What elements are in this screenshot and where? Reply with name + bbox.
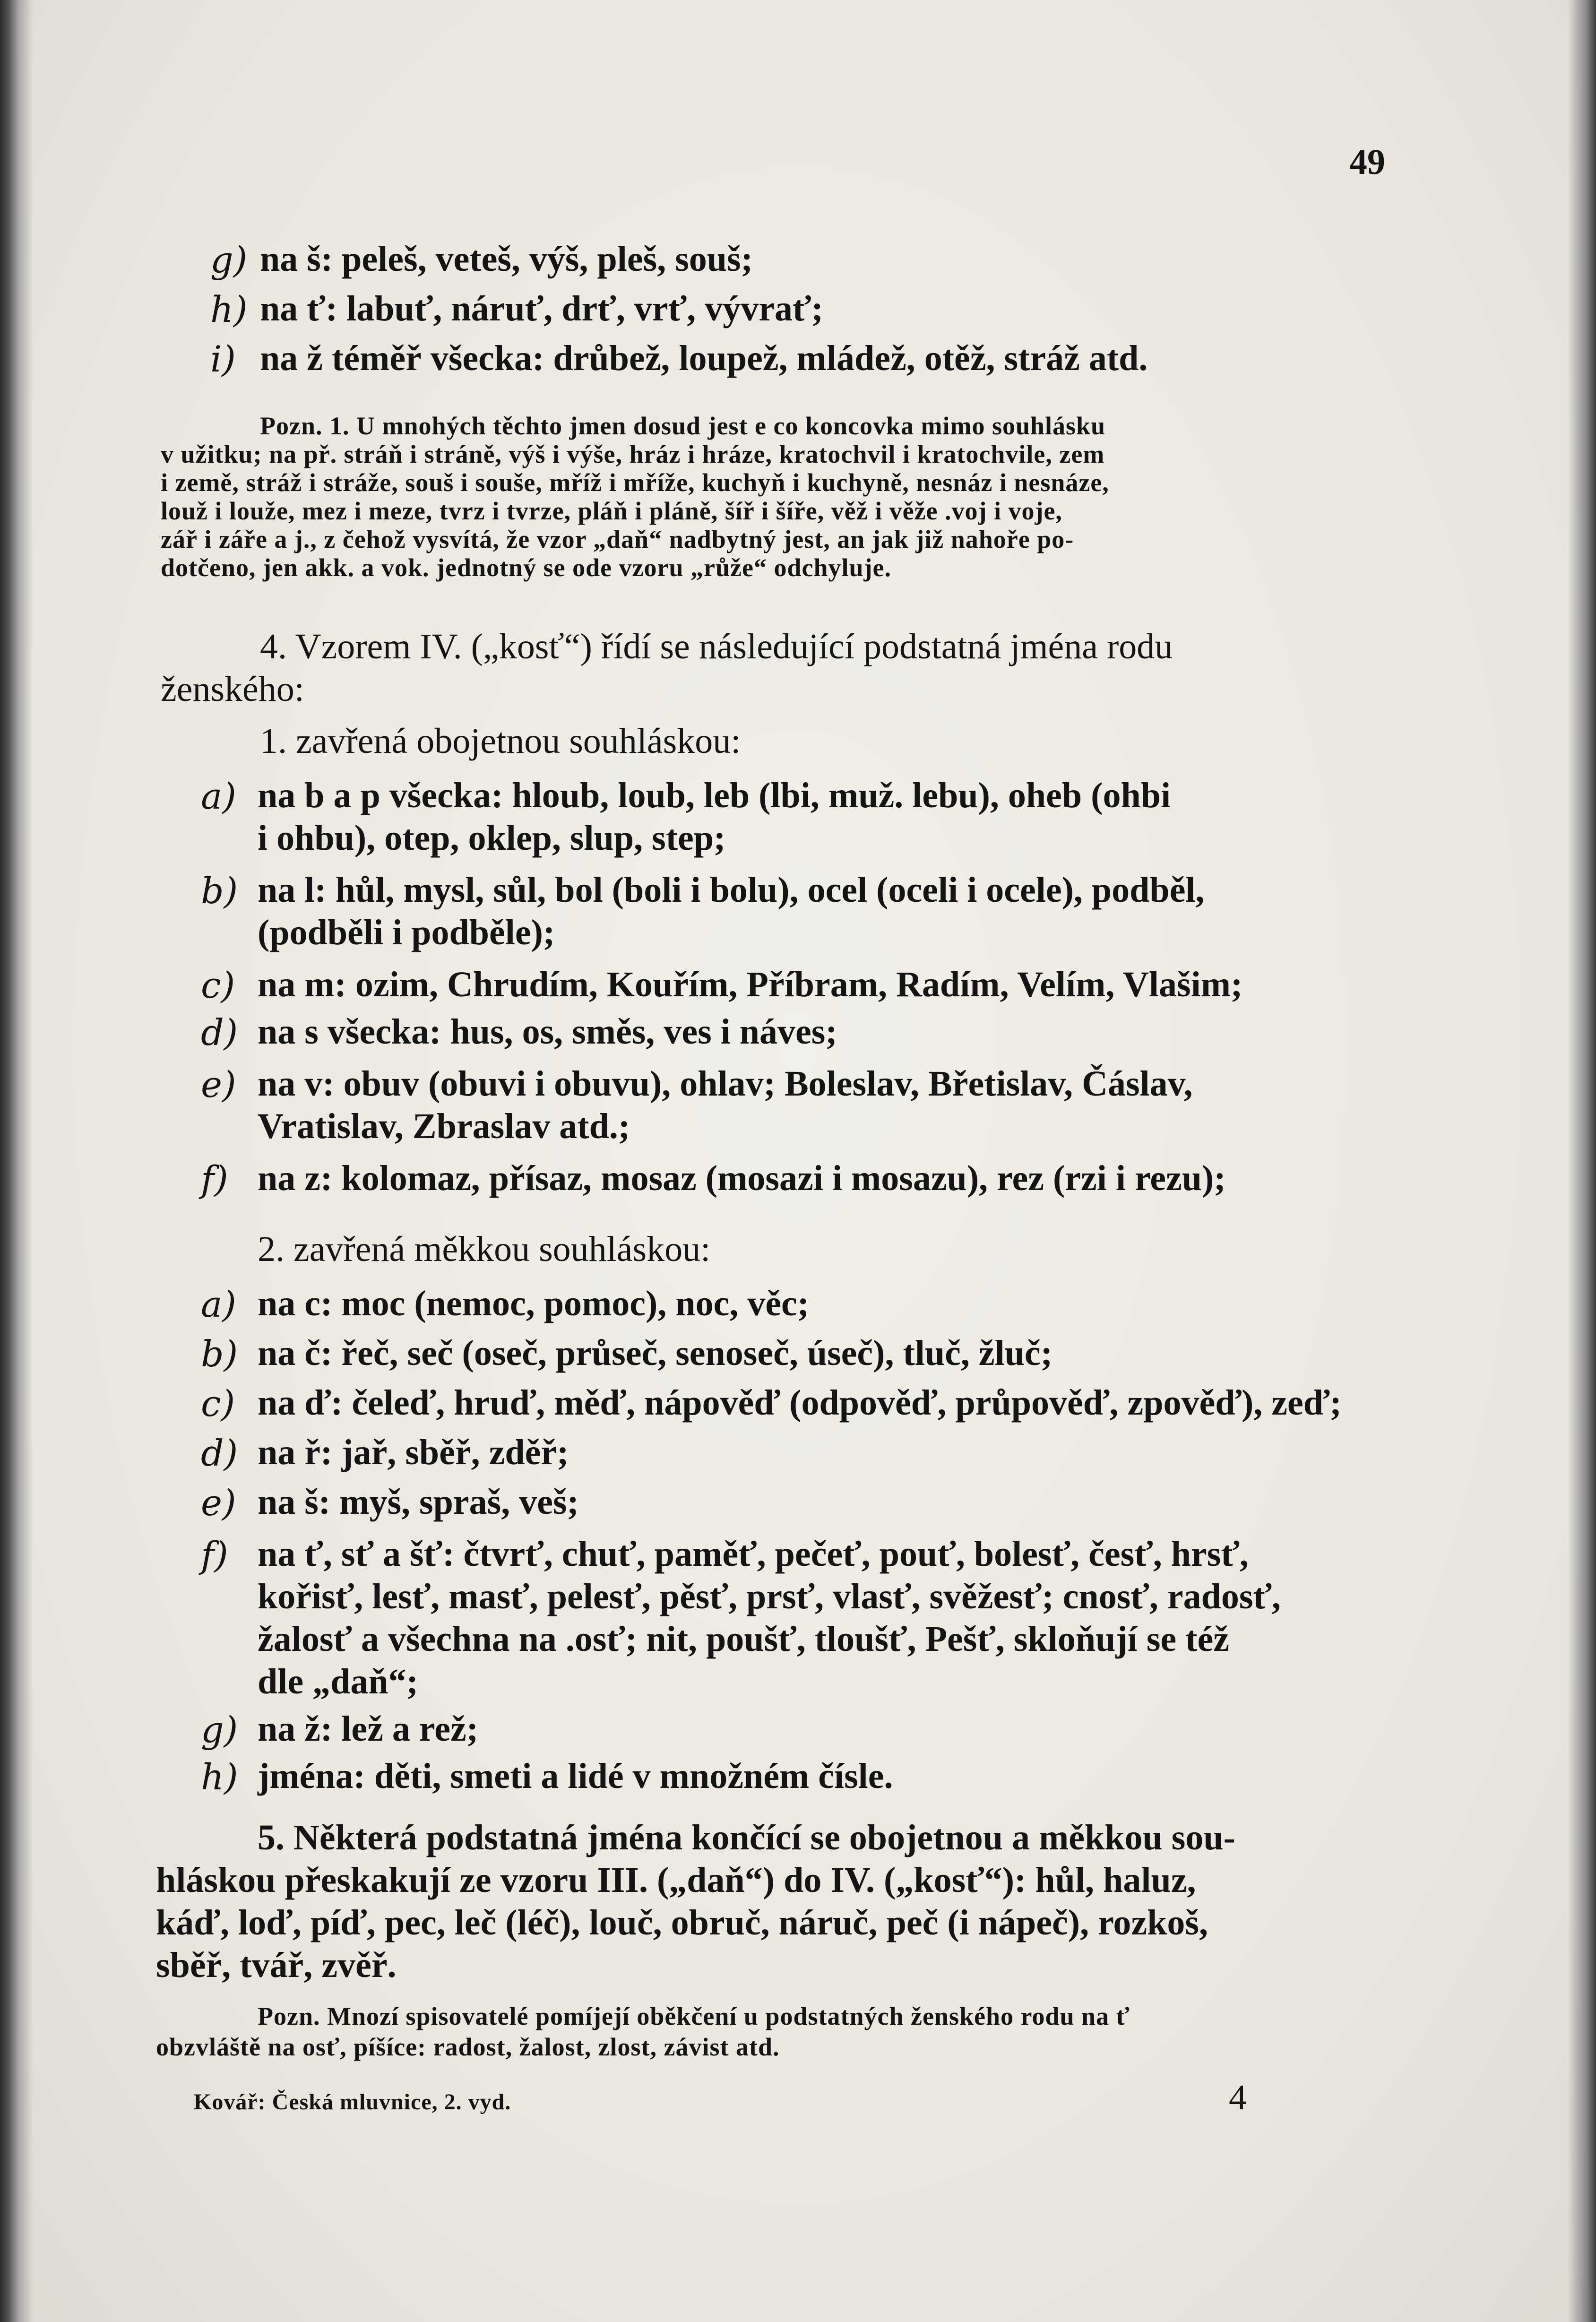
note-line: Pozn. Mnozí spisovatelé pomíjejí oběkčení u podstatných ženského rodu na ť — [258, 2002, 1130, 2030]
item-label: a) — [201, 1283, 236, 1325]
text-line: na m: ozim, Chrudím, Kouřím, Příbram, Radím, Velím, Vlašim; — [258, 965, 1243, 1004]
item-label: h) — [210, 288, 248, 330]
subsection-heading: 1. zavřená obojetnou souhláskou: — [260, 721, 741, 761]
item-label: d) — [201, 1011, 238, 1053]
page-left-edge — [0, 0, 33, 2322]
text-line: na ž téměř všecka: drůbež, loupež, mládež, otěž, stráž atd. — [260, 338, 1148, 378]
text-line: na z: kolomaz, přísaz, mosaz (mosazi i mosazu), rez (rzi i rezu); — [258, 1158, 1226, 1198]
item-label: b) — [201, 1333, 238, 1375]
item-label: e) — [201, 1063, 236, 1105]
item-label: b) — [201, 870, 238, 912]
text-line: káď, loď, píď, pec, leč (léč), louč, obruč, náruč, peč (i nápeč), rozkoš, — [156, 1903, 1208, 1942]
section-heading: ženského: — [161, 669, 304, 709]
text-line: na s všecka: hus, os, směs, ves i náves; — [258, 1012, 837, 1052]
note-line: zář i záře a j., z čehož vysvítá, že vzor „daň“ nadbytný jest, an jak již nahoře po- — [161, 525, 1074, 553]
text-line: i ohbu), otep, oklep, slup, step; — [258, 818, 726, 858]
note-line: v užitku; na př. stráň i stráně, výš i výše, hráz i hráze, kratochvil i kratochvile, zem — [161, 440, 1105, 468]
text-line: (podběli i podběle); — [258, 913, 555, 952]
item-label: e) — [201, 1482, 236, 1524]
text-line: žalosť a všechna na .osť; nit, poušť, tloušť, Pešť, skloňují se též — [258, 1619, 1229, 1659]
item-label: d) — [201, 1432, 238, 1474]
text-line: jména: děti, smeti a lidé v množném čísle. — [258, 1756, 893, 1796]
note-line: dotčeno, jen akk. a vok. jednotný se ode vzoru „růže“ odchyluje. — [161, 553, 891, 582]
item-label: f) — [201, 1158, 228, 1200]
text-line: sběř, tvář, zvěř. — [156, 1945, 397, 1985]
item-label: h) — [201, 1756, 238, 1798]
text-line: na ž: lež a rež; — [258, 1709, 479, 1749]
text-line: dle „daň“; — [258, 1662, 418, 1701]
item-label: c) — [201, 964, 235, 1006]
item-label: g) — [201, 1709, 238, 1751]
item-label: a) — [201, 775, 236, 817]
item-label: c) — [201, 1382, 235, 1424]
text-line: na b a p všecka: hloub, loub, leb (lbi, muž. lebu), oheb (ohbi — [258, 776, 1171, 815]
signature-mark: 4 — [1229, 2078, 1247, 2117]
text-line: na l: hůl, mysl, sůl, bol (boli i bolu), ocel (oceli i ocele), podběl, — [258, 870, 1205, 910]
text-line: kořisť, lesť, masť, pelesť, pěsť, prsť, vlasť, svěžesť; cnosť, radosť, — [258, 1577, 1281, 1616]
note-line: obzvláště na osť, píšíce: radost, žalost, zlost, závist atd. — [156, 2033, 780, 2061]
text-line: na š: peleš, veteš, výš, pleš, souš; — [260, 239, 753, 279]
item-label: i) — [210, 338, 236, 380]
note-line: Pozn. 1. U mnohých těchto jmen dosud jest e co koncovka mimo souhlásku — [260, 412, 1106, 440]
footer-citation: Kovář: Česká mluvnice, 2. vyd. — [194, 2089, 511, 2115]
text-line: Vratislav, Zbraslav atd.; — [258, 1106, 630, 1146]
text-line: na c: moc (nemoc, pomoc), noc, věc; — [258, 1284, 810, 1323]
page-number: 49 — [1349, 142, 1385, 182]
section-heading: 4. Vzorem IV. („kosť“) řídí se následující podstatná jména rodu — [260, 627, 1173, 666]
text-line: na ť: labuť, náruť, drť, vrť, vývrať; — [260, 289, 823, 328]
text-line: na v: obuv (obuvi i obuvu), ohlav; Boleslav, Břetislav, Čáslav, — [258, 1064, 1193, 1104]
text-line: na š: myš, spraš, veš; — [258, 1482, 579, 1522]
text-line: na ř: jař, sběř, zděř; — [258, 1433, 569, 1472]
text-line: 5. Některá podstatná jména končící se obojetnou a měkkou sou- — [258, 1818, 1235, 1857]
text-line: na ď: čeleď, hruď, měď, nápověď (odpověď, průpověď, zpověď), zeď; — [258, 1383, 1342, 1423]
text-line: na ť, sť a šť: čtvrť, chuť, paměť, pečeť, pouť, bolesť, česť, hrsť, — [258, 1534, 1249, 1574]
note-line: i země, stráž i stráže, souš i souše, mříž i mříže, kuchyň i kuchyně, nesnáz i nesnáze, — [161, 468, 1109, 497]
text-line: na č: řeč, seč (oseč, průseč, senoseč, úseč), tluč, žluč; — [258, 1333, 1053, 1373]
text-line: hláskou přeskakují ze vzoru III. („daň“) do IV. („kosť“): hůl, haluz, — [156, 1860, 1196, 1900]
item-label: g) — [210, 239, 248, 281]
item-label: f) — [201, 1534, 228, 1576]
page-right-edge — [1568, 0, 1596, 2322]
note-line: louž i louže, mez i meze, tvrz i tvrze, pláň i pláně, šíř i šíře, věž i věže .voj i voje, — [161, 497, 1062, 525]
subsection-heading: 2. zavřená měkkou souhláskou: — [258, 1229, 711, 1269]
